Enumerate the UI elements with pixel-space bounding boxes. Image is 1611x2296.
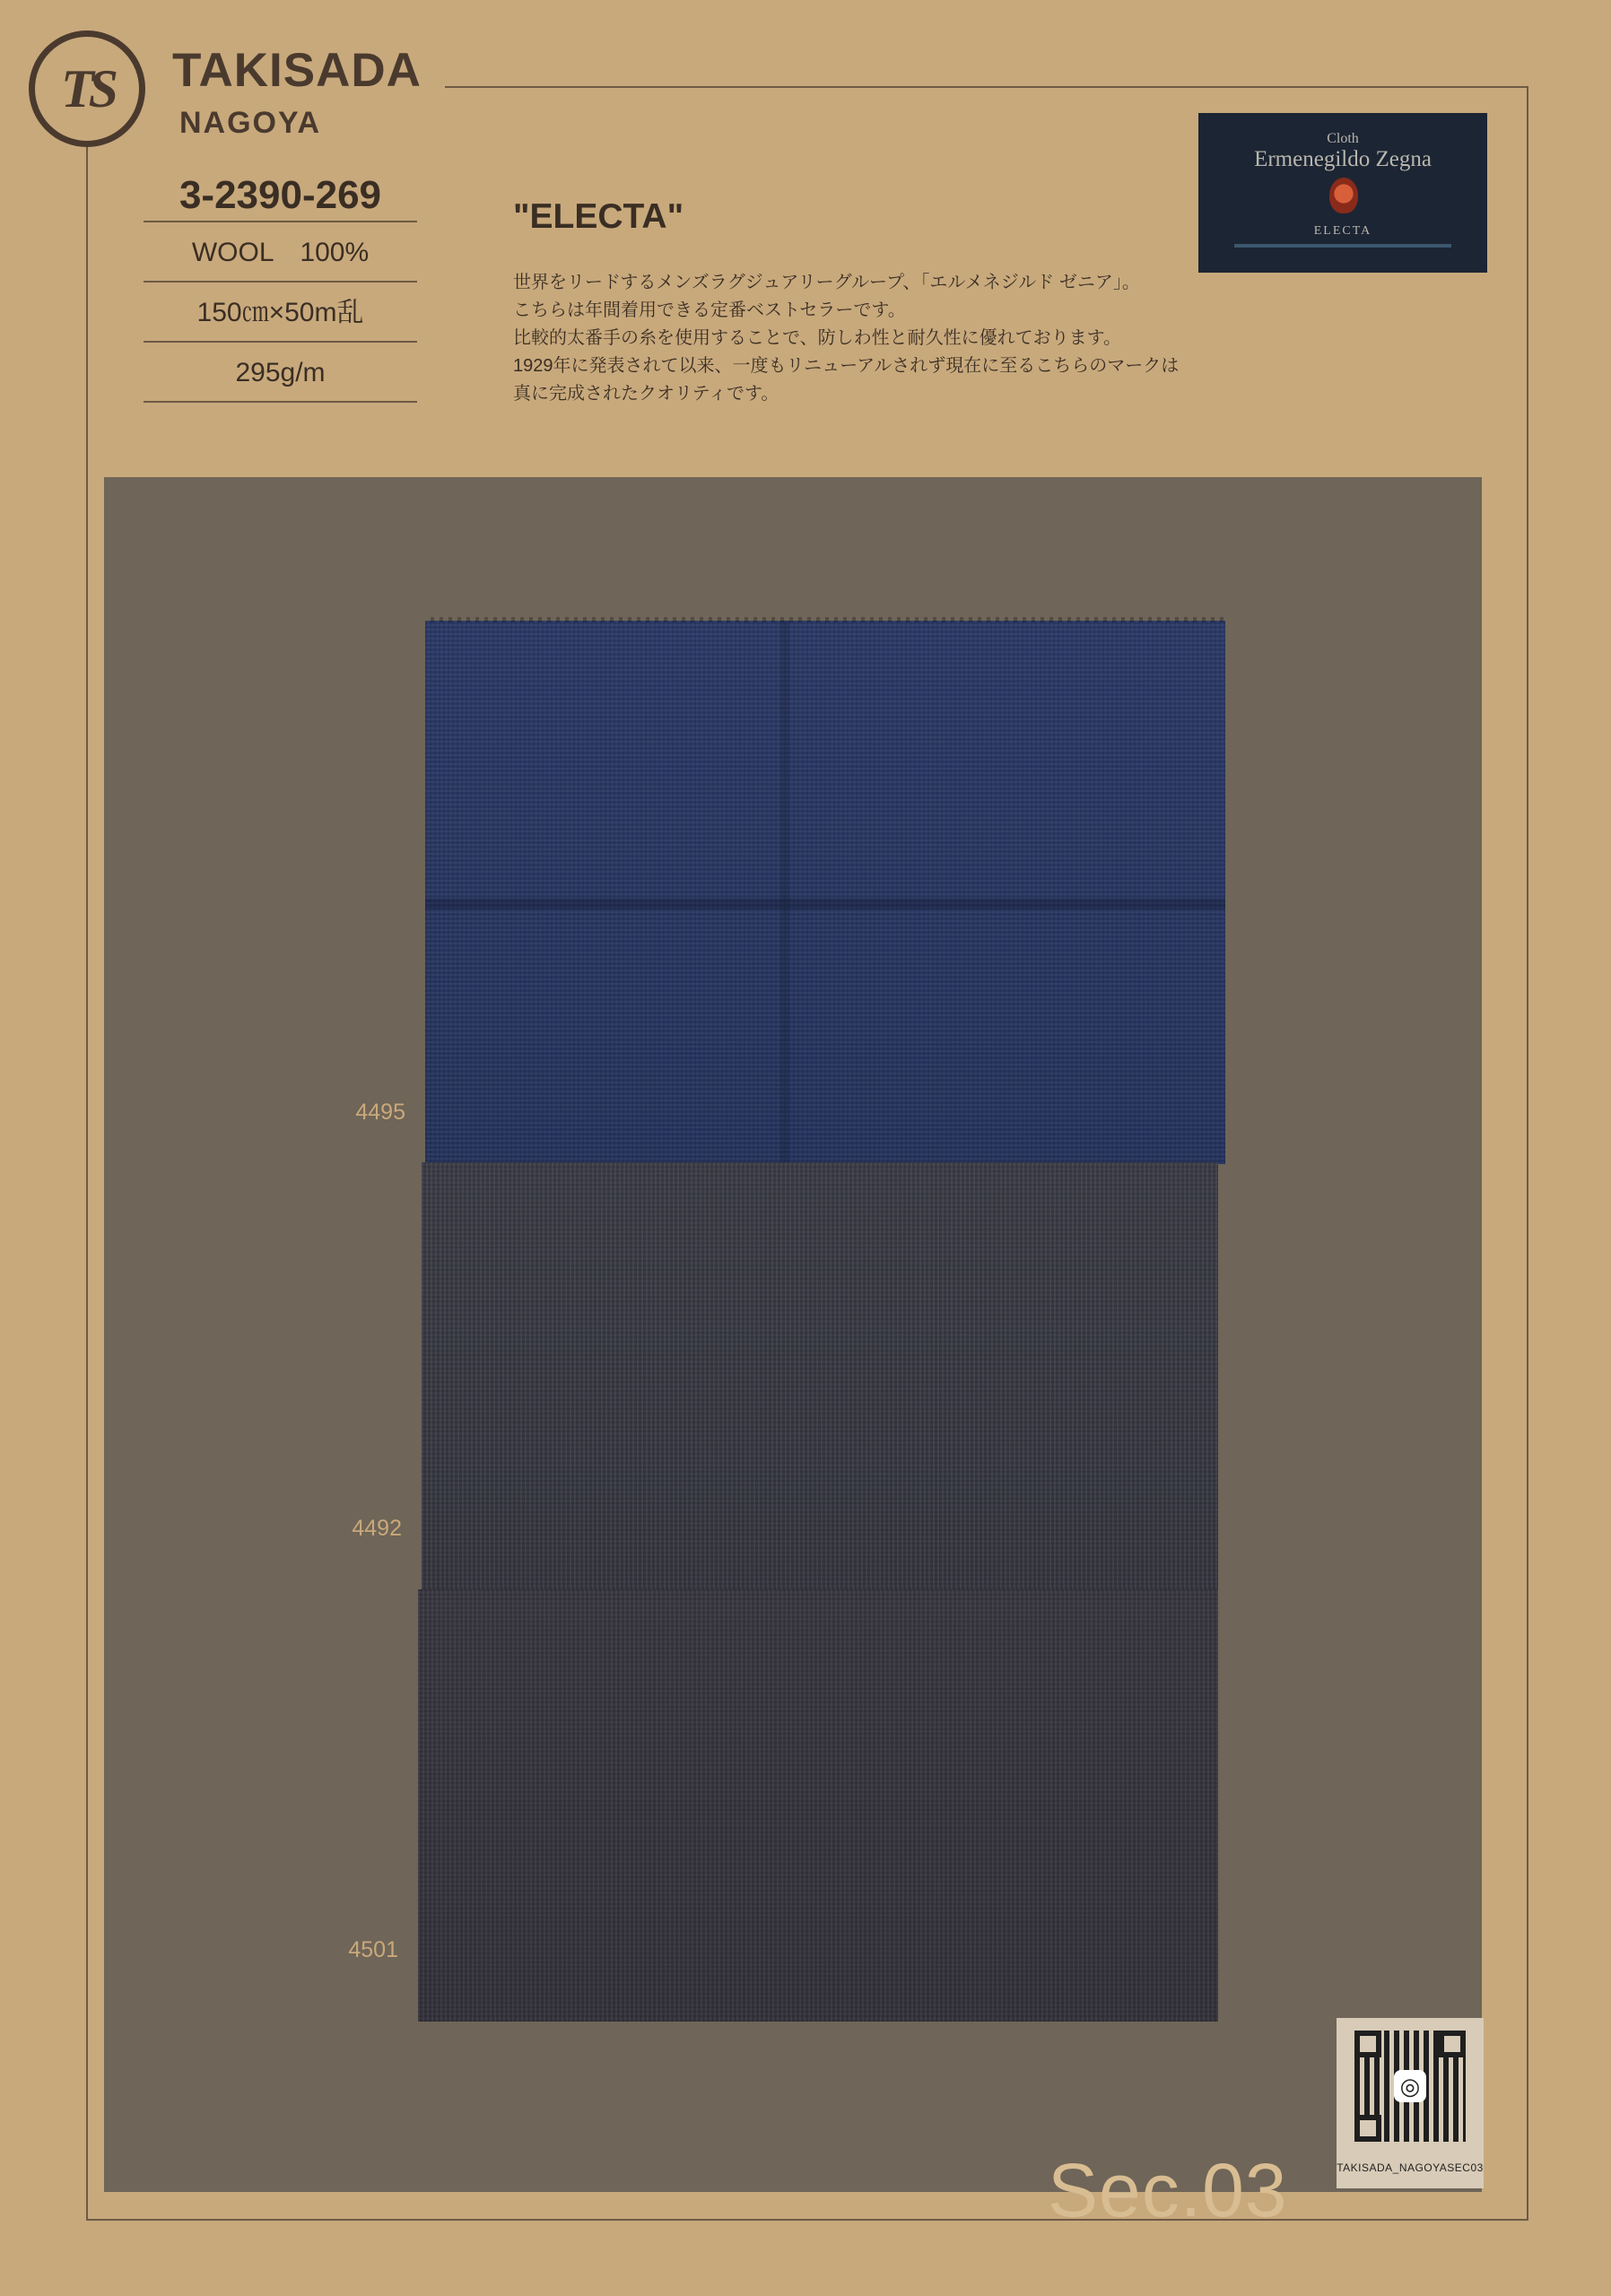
color-number: 4495 [355,1100,405,1125]
product-title: "ELECTA" [513,197,684,236]
company-name: TAKISADA [172,44,422,97]
instagram-icon: ◎ [1394,2070,1426,2102]
check-line [425,899,1225,909]
description-line: 比較的太番手の糸を使用することで、防しわ性と耐久性に優れております。 [513,328,1121,348]
qr-caption: TAKISADA_NAGOYASEC03 [1337,2161,1484,2174]
qr-finder [1354,2031,1381,2057]
fabric-swatch [418,1589,1218,2022]
description-line: 1929年に発表されて以来、一度もリニューアルされず現在に至るこちらのマークは [513,356,1180,376]
brand-label-line: ELECTA [1313,224,1372,238]
brand-label-stripe [1234,244,1451,248]
qr-code[interactable] [1354,2031,1466,2142]
qr-finder [1354,2115,1381,2142]
description-line: 世界をリードするメンズラグジュアリーグループ、「エルメネジルド ゼニア」。 [513,273,1140,292]
description-line: 真に完成されたクオリティです。 [513,384,779,404]
brand-label [1198,113,1487,273]
check-line [780,621,789,1164]
product-description [513,269,1179,408]
fabric-swatch [425,621,1225,1164]
crest-icon [1329,178,1358,213]
branch-name: NAGOYA [179,106,322,140]
size-spec: 150㎝×50m乱 [144,285,417,343]
description-line: こちらは年間着用できる定番ベストセラーです。 [513,300,906,320]
brand-label-name: Ermenegildo Zegna [1254,147,1432,171]
logo-icon: TS [29,30,145,147]
brand-label-cloth: Cloth [1327,131,1359,146]
qr-finder [1439,2031,1466,2057]
fabric-swatch [422,1162,1218,1598]
color-number: 4492 [352,1516,402,1541]
weight-spec: 295g/m [144,345,417,403]
section-number: Sec.03 [1048,2148,1288,2232]
qr-code-card[interactable] [1337,2018,1484,2188]
product-code: 3-2390-269 [144,170,417,222]
color-number: 4501 [348,1937,398,1962]
pinked-edge [425,617,1225,622]
composition: WOOL 100% [144,225,417,283]
